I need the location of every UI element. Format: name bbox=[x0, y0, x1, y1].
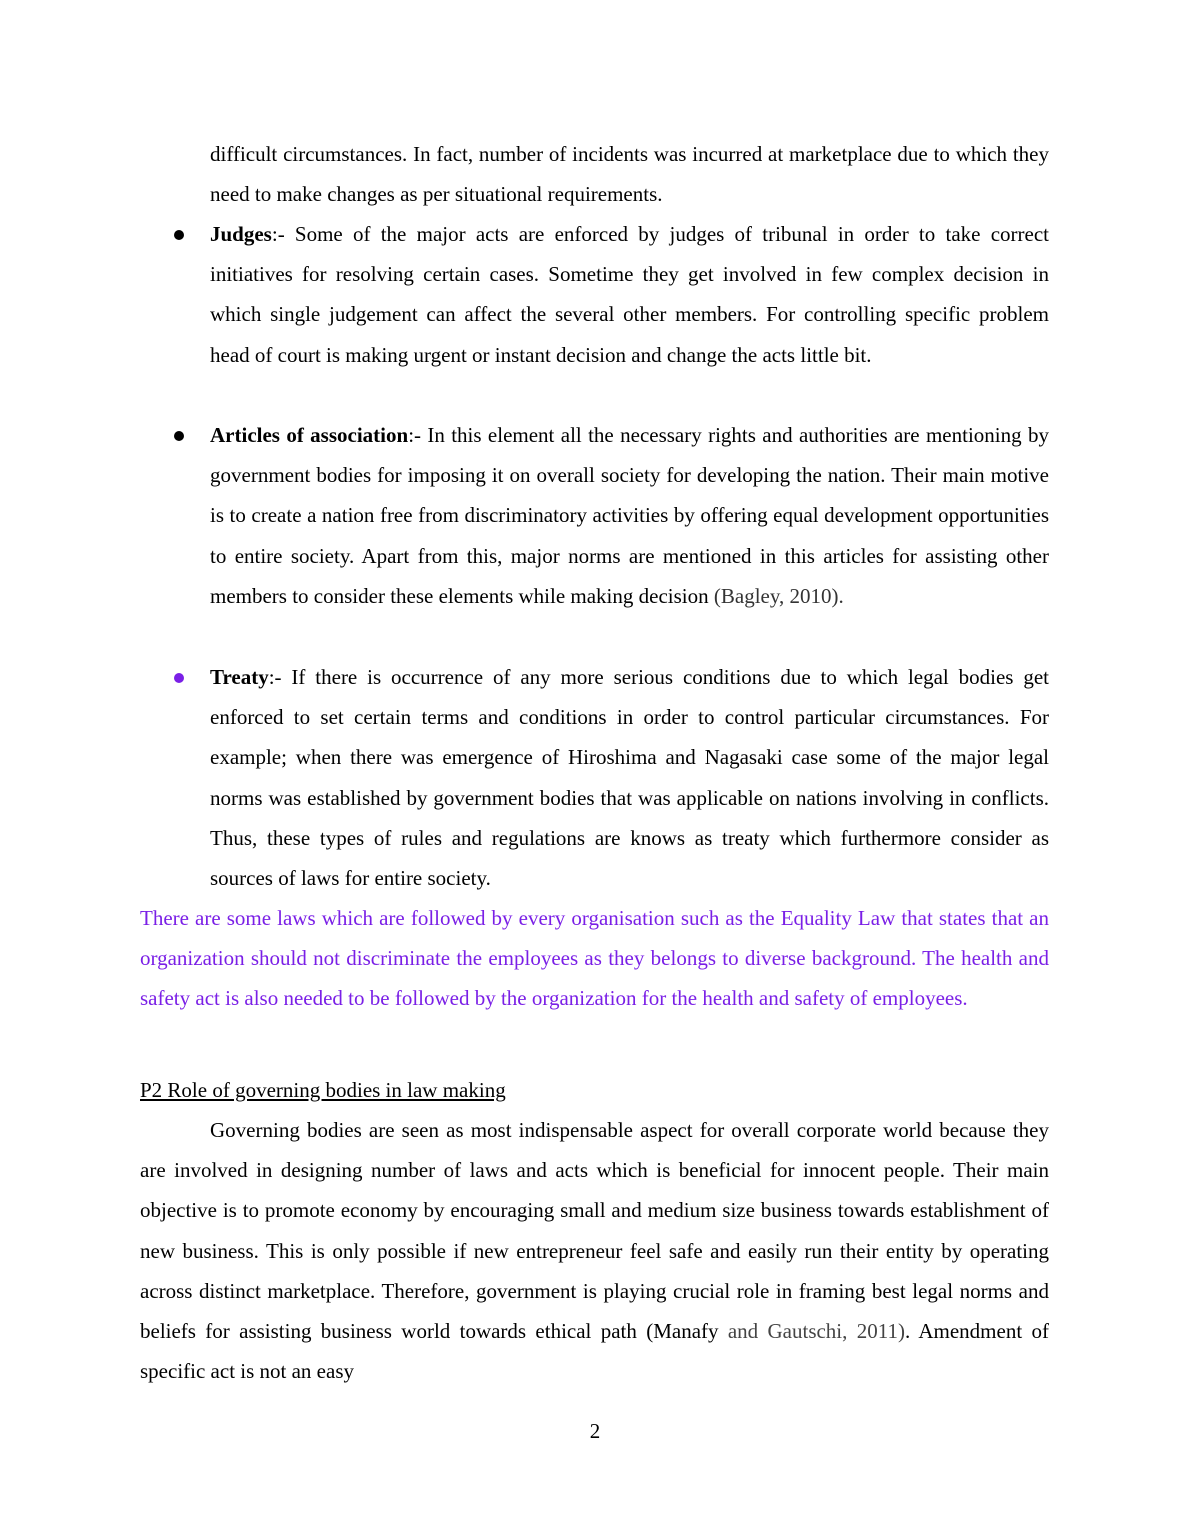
bullet-term: Articles of association bbox=[210, 423, 409, 447]
body-text-continued: . Amendment of specific act is not an easy bbox=[140, 1319, 1049, 1384]
page-number: 2 bbox=[589, 1419, 601, 1443]
citation-author: (Manafy bbox=[646, 1319, 719, 1344]
body-paragraph bbox=[140, 1110, 1049, 1391]
bullet-item-articles bbox=[210, 415, 1049, 616]
bullet-term: Treaty bbox=[210, 665, 269, 689]
bullet-icon bbox=[174, 230, 184, 240]
bullet-icon bbox=[174, 431, 184, 441]
bullet-item-judges bbox=[210, 214, 1049, 375]
bullet-term: Judges bbox=[210, 222, 272, 246]
bullet-icon bbox=[174, 673, 184, 683]
bullet-text: :- If there is occurrence of any more serious conditions due to which legal bodies get enforced to set certain terms and conditions in order to control particular circumstances. For example; when there was emergence of Hiroshima and Nagasaki case some of the major legal norms was established by government bodies that was applicable on nations involving in conflicts. Thus, these types of rules and regulations are knows as treaty which furthermore consider as sources of laws for entire society. bbox=[210, 665, 1049, 891]
bullet-text: :- Some of the major acts are enforced by judges of tribunal in order to take correct initiatives for resolving certain cases. Sometime they get involved in few complex decision in which single judgement can affect the several other members. For controlling specific problem head of court is making urgent or instant decision and change the acts little bit. bbox=[210, 222, 1049, 367]
section-heading: P2 Role of governing bodies in law making bbox=[140, 1078, 506, 1102]
continuation-paragraph: difficult circumstances. In fact, number of incidents was incurred at marketplace due to which they need to make changes as per situational requirements. bbox=[210, 142, 1049, 207]
citation-rest: and Gautschi, 2011) bbox=[718, 1319, 905, 1344]
bullet-text: :- In this element all the necessary rights and authorities are mentioning by government bodies for imposing it on overall society for developing the nation. Their main motive is to create a nation free from discriminatory activities by offering equal development opportunities to entire society. Apart from this, major norms are mentioned in this articles for assisting other members to consider these elements while making decision bbox=[210, 423, 1049, 608]
body-text: Governing bodies are seen as most indispensable aspect for overall corporate world because they are involved in designing number of laws and acts which is beneficial for innocent people. Their main objective is to promote economy by encouraging small and medium size business towards establishment of new business. This is only possible if new entrepreneur feel safe and easily run their entity by operating across distinct marketplace. Therefore, government is playing crucial role in framing best legal norms and beliefs for assisting business world towards ethical path bbox=[140, 1118, 1049, 1344]
highlight-paragraph: There are some laws which are followed by every organisation such as the Equality Law that states that an organization should not discriminate the employees as they belongs to diverse background. The health and safety act is also needed to be followed by the organization for the health and safety of employees. bbox=[140, 906, 1049, 1011]
bullet-item-treaty bbox=[210, 657, 1049, 898]
citation: (Bagley, 2010). bbox=[713, 583, 844, 608]
